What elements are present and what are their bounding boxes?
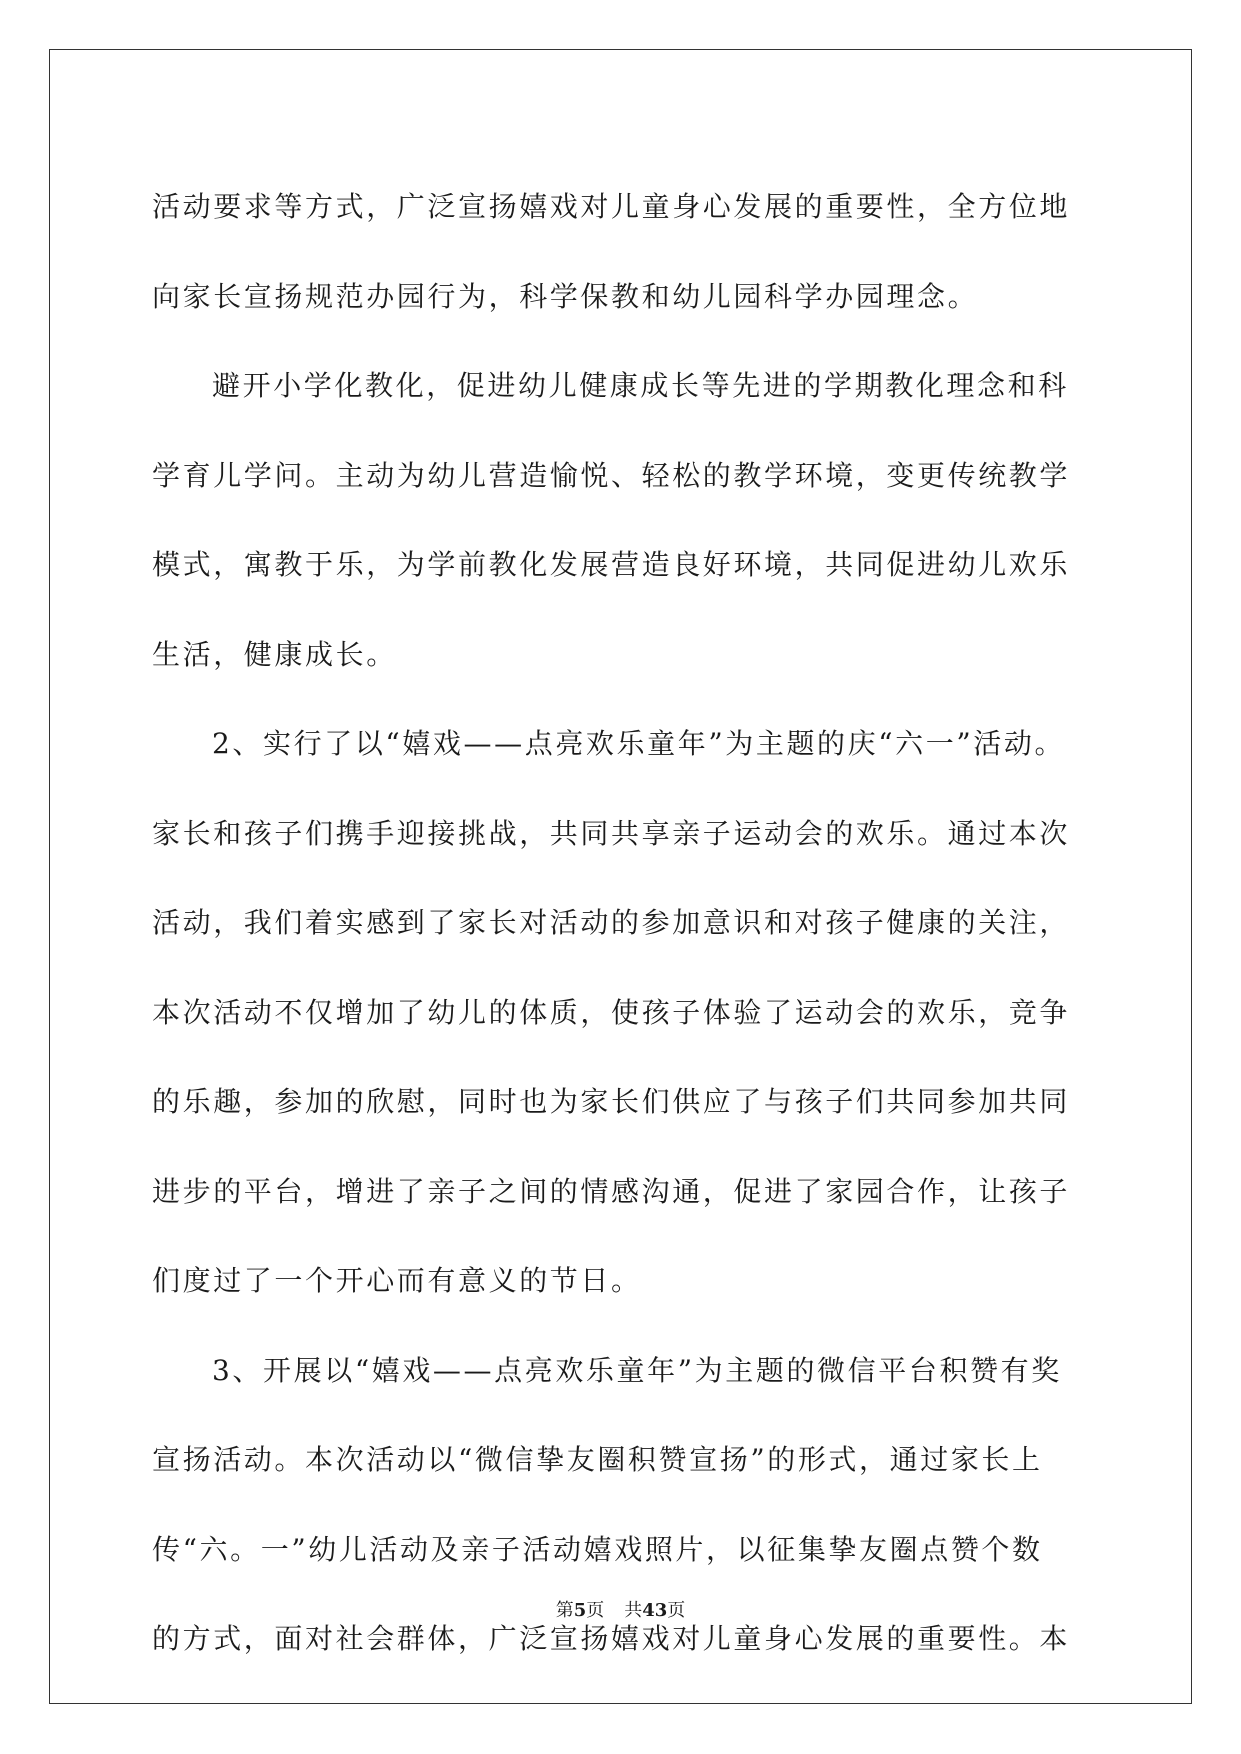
paragraph-3: [152, 699, 1090, 1326]
text-line: 们度过了一个开心而有意义的节日。: [152, 1264, 642, 1297]
text-line: 活动要求等方式，广泛宣扬嬉戏对儿童身心发展的重要性，全方位地: [152, 190, 1071, 223]
page-number: 5: [573, 1600, 587, 1621]
text-line: 家长和孩子们携手迎接挑战，共同共享亲子运动会的欢乐。通过本次: [152, 816, 1071, 850]
text-line: 3、开展以“嬉戏——点亮欢乐童年”为主题的微信平台积赞有奖: [212, 1353, 1062, 1387]
text-line: 活动，我们着实感到了家长对活动的参加意识和对孩子健康的关注，: [152, 906, 1071, 939]
text-line: 传“六。一”幼儿活动及亲子活动嬉戏照片，以征集挚友圈点赞个数: [152, 1532, 1043, 1566]
paragraph-2: [152, 341, 1090, 699]
paragraph-1: [152, 162, 1090, 341]
document-body: [152, 162, 1090, 1684]
text-line: 的方式，面对社会群体，广泛宣扬嬉戏对儿童身心发展的重要性。本: [152, 1622, 1071, 1655]
text-line: 本次活动不仅增加了幼儿的体质，使孩子体验了运动会的欢乐，竞争: [152, 995, 1071, 1029]
text-line: 学育儿学问。主动为幼儿营造愉悦、轻松的教学环境，变更传统教学: [152, 458, 1071, 492]
total-suffix: 页: [667, 1600, 686, 1621]
text-line: 向家长宣扬规范办园行为，科学保教和幼儿园科学办园理念。: [152, 279, 979, 313]
text-line: 宣扬活动。本次活动以“微信挚友圈积赞宣扬”的形式，通过家长上: [152, 1443, 1043, 1476]
page-footer: [0, 1599, 1241, 1623]
paragraph-4: [152, 1326, 1090, 1684]
text-line: 的乐趣，参加的欣慰，同时也为家长们供应了与孩子们共同参加共同: [152, 1085, 1071, 1118]
text-line: 模式，寓教于乐，为学前教化发展营造良好环境，共同促进幼儿欢乐: [152, 548, 1071, 581]
total-pages: 43: [642, 1600, 668, 1621]
total-prefix: 共: [624, 1600, 643, 1621]
page-prefix: 第: [555, 1600, 574, 1621]
text-line: 2、实行了以“嬉戏——点亮欢乐童年”为主题的庆“六一”活动。: [212, 727, 1066, 760]
text-line: 生活，健康成长。: [152, 637, 397, 671]
text-line: 避开小学化教化，促进幼儿健康成长等先进的学期教化理念和科: [212, 369, 1069, 402]
text-line: 进步的平台，增进了亲子之间的情感沟通，促进了家园合作，让孩子: [152, 1174, 1071, 1208]
page-suffix: 页: [586, 1600, 605, 1621]
